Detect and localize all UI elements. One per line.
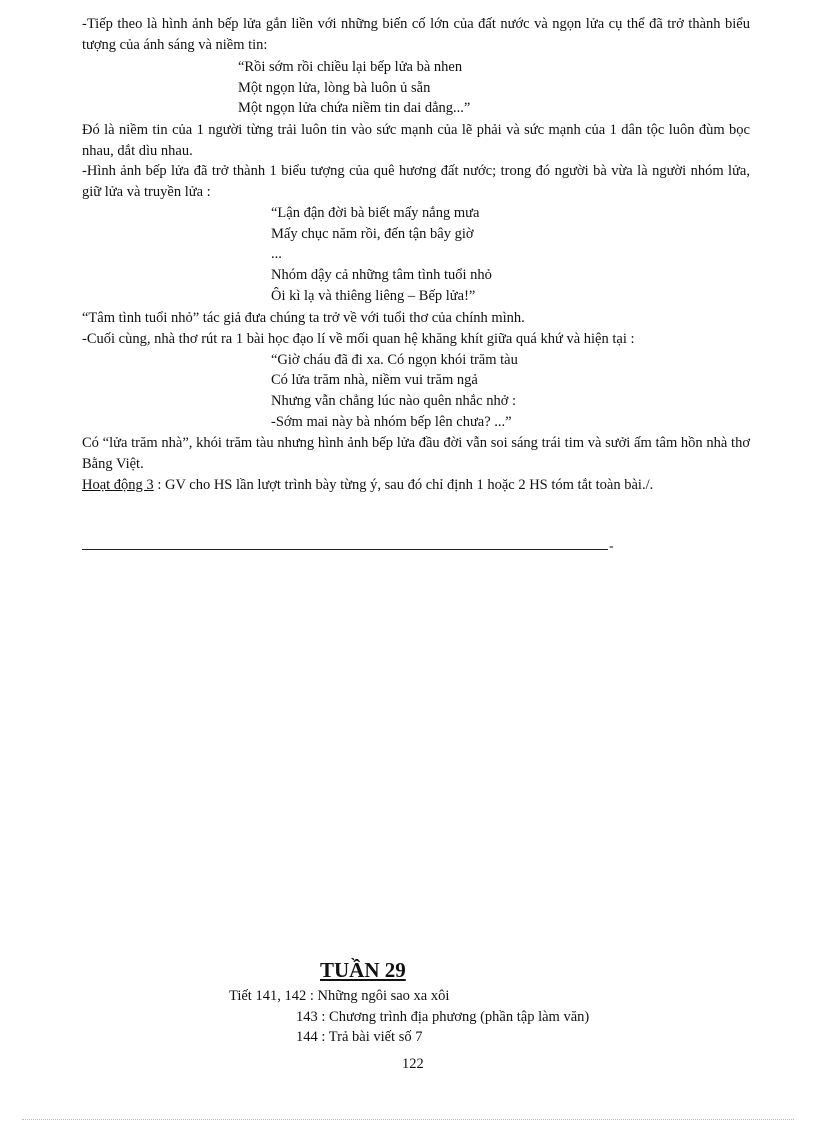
quote-line: Một ngọn lửa chứa niềm tin dai dẳng...” xyxy=(238,100,471,116)
quote-line: “Giờ cháu đã đi xa. Có ngọn khói trăm tàu xyxy=(271,352,518,368)
quote-line: Một ngọn lửa, lòng bà luôn ủ sẵn xyxy=(238,80,431,96)
paragraph-tam-tinh: “Tâm tình tuổi nhỏ” tác giả đưa chúng ta trở về với tuổi thơ của chính mình. xyxy=(82,310,525,326)
quote-line: -Sớm mai này bà nhóm bếp lên chưa? ...” xyxy=(271,414,512,430)
quote-line: Có lửa trăm nhà, niềm vui trăm ngả xyxy=(271,372,478,388)
quote-line: ... xyxy=(271,246,282,262)
paragraph-bep-lua-bieu-tuong: -Tiếp theo là hình ảnh bếp lửa gắn liền với những biến cố lớn của đất nước và ngọn lửa cụ thể đã trở thành biểu tượng của ánh sáng và niềm tin: xyxy=(82,16,750,53)
schedule-line: Tiết 141, 142 : Những ngôi sao xa xôi xyxy=(229,988,450,1004)
paragraph-bai-hoc-dao-li: -Cuối cùng, nhà thơ rút ra 1 bài học đạo lí về mối quan hệ khăng khít giữa quá khứ và hiện tại : xyxy=(82,331,635,347)
quote-line: “Lận đận đời bà biết mấy nắng mưa xyxy=(271,205,480,221)
quote-line: Ôi kì lạ và thiêng liêng – Bếp lửa!” xyxy=(271,288,476,304)
activity-text: : GV cho HS lần lượt trình bày từng ý, sau đó chỉ định 1 hoặc 2 HS tóm tắt toàn bài./. xyxy=(157,477,654,493)
page-number: 122 xyxy=(402,1056,424,1072)
divider-tail: - xyxy=(609,539,614,554)
quote-line: Mấy chục năm rồi, đến tận bây giờ xyxy=(271,226,474,242)
quote-line: “Rồi sớm rồi chiều lại bếp lửa bà nhen xyxy=(238,59,463,75)
divider-line xyxy=(82,549,608,550)
schedule-line: 143 : Chương trình địa phương (phần tập làm văn) xyxy=(296,1009,590,1025)
paragraph-bieu-tuong-que-huong: -Hình ảnh bếp lửa đã trở thành 1 biểu tượng của quê hương đất nước; trong đó người bà vừa là người nhóm lửa, giữ lửa và truyền lửa : xyxy=(82,163,750,200)
page-bottom-border xyxy=(22,1119,794,1120)
paragraph-niem-tin: Đó là niềm tin của 1 người từng trải luôn tin vào sức mạnh của lẽ phải và sức mạnh của 1 dân tộc luôn đùm bọc nhau, dắt dìu nhau. xyxy=(82,122,750,159)
quote-line: Nhưng vẫn chẳng lúc nào quên nhắc nhở : xyxy=(271,393,517,409)
week-title: TUẦN 29 xyxy=(320,958,406,982)
activity-label: Hoạt động 3 xyxy=(82,477,154,493)
paragraph-hoat-dong-3 xyxy=(82,475,750,496)
paragraph-lua-tram-nha: Có “lửa trăm nhà”, khói trăm tàu nhưng hình ảnh bếp lửa đầu đời vẫn soi sáng trái tim và sưởi ấm tâm hồn nhà thơ Bằng Việt. xyxy=(82,435,750,472)
schedule-line: 144 : Trả bài viết số 7 xyxy=(296,1029,423,1045)
quote-line: Nhóm dậy cả những tâm tình tuổi nhỏ xyxy=(271,267,492,283)
